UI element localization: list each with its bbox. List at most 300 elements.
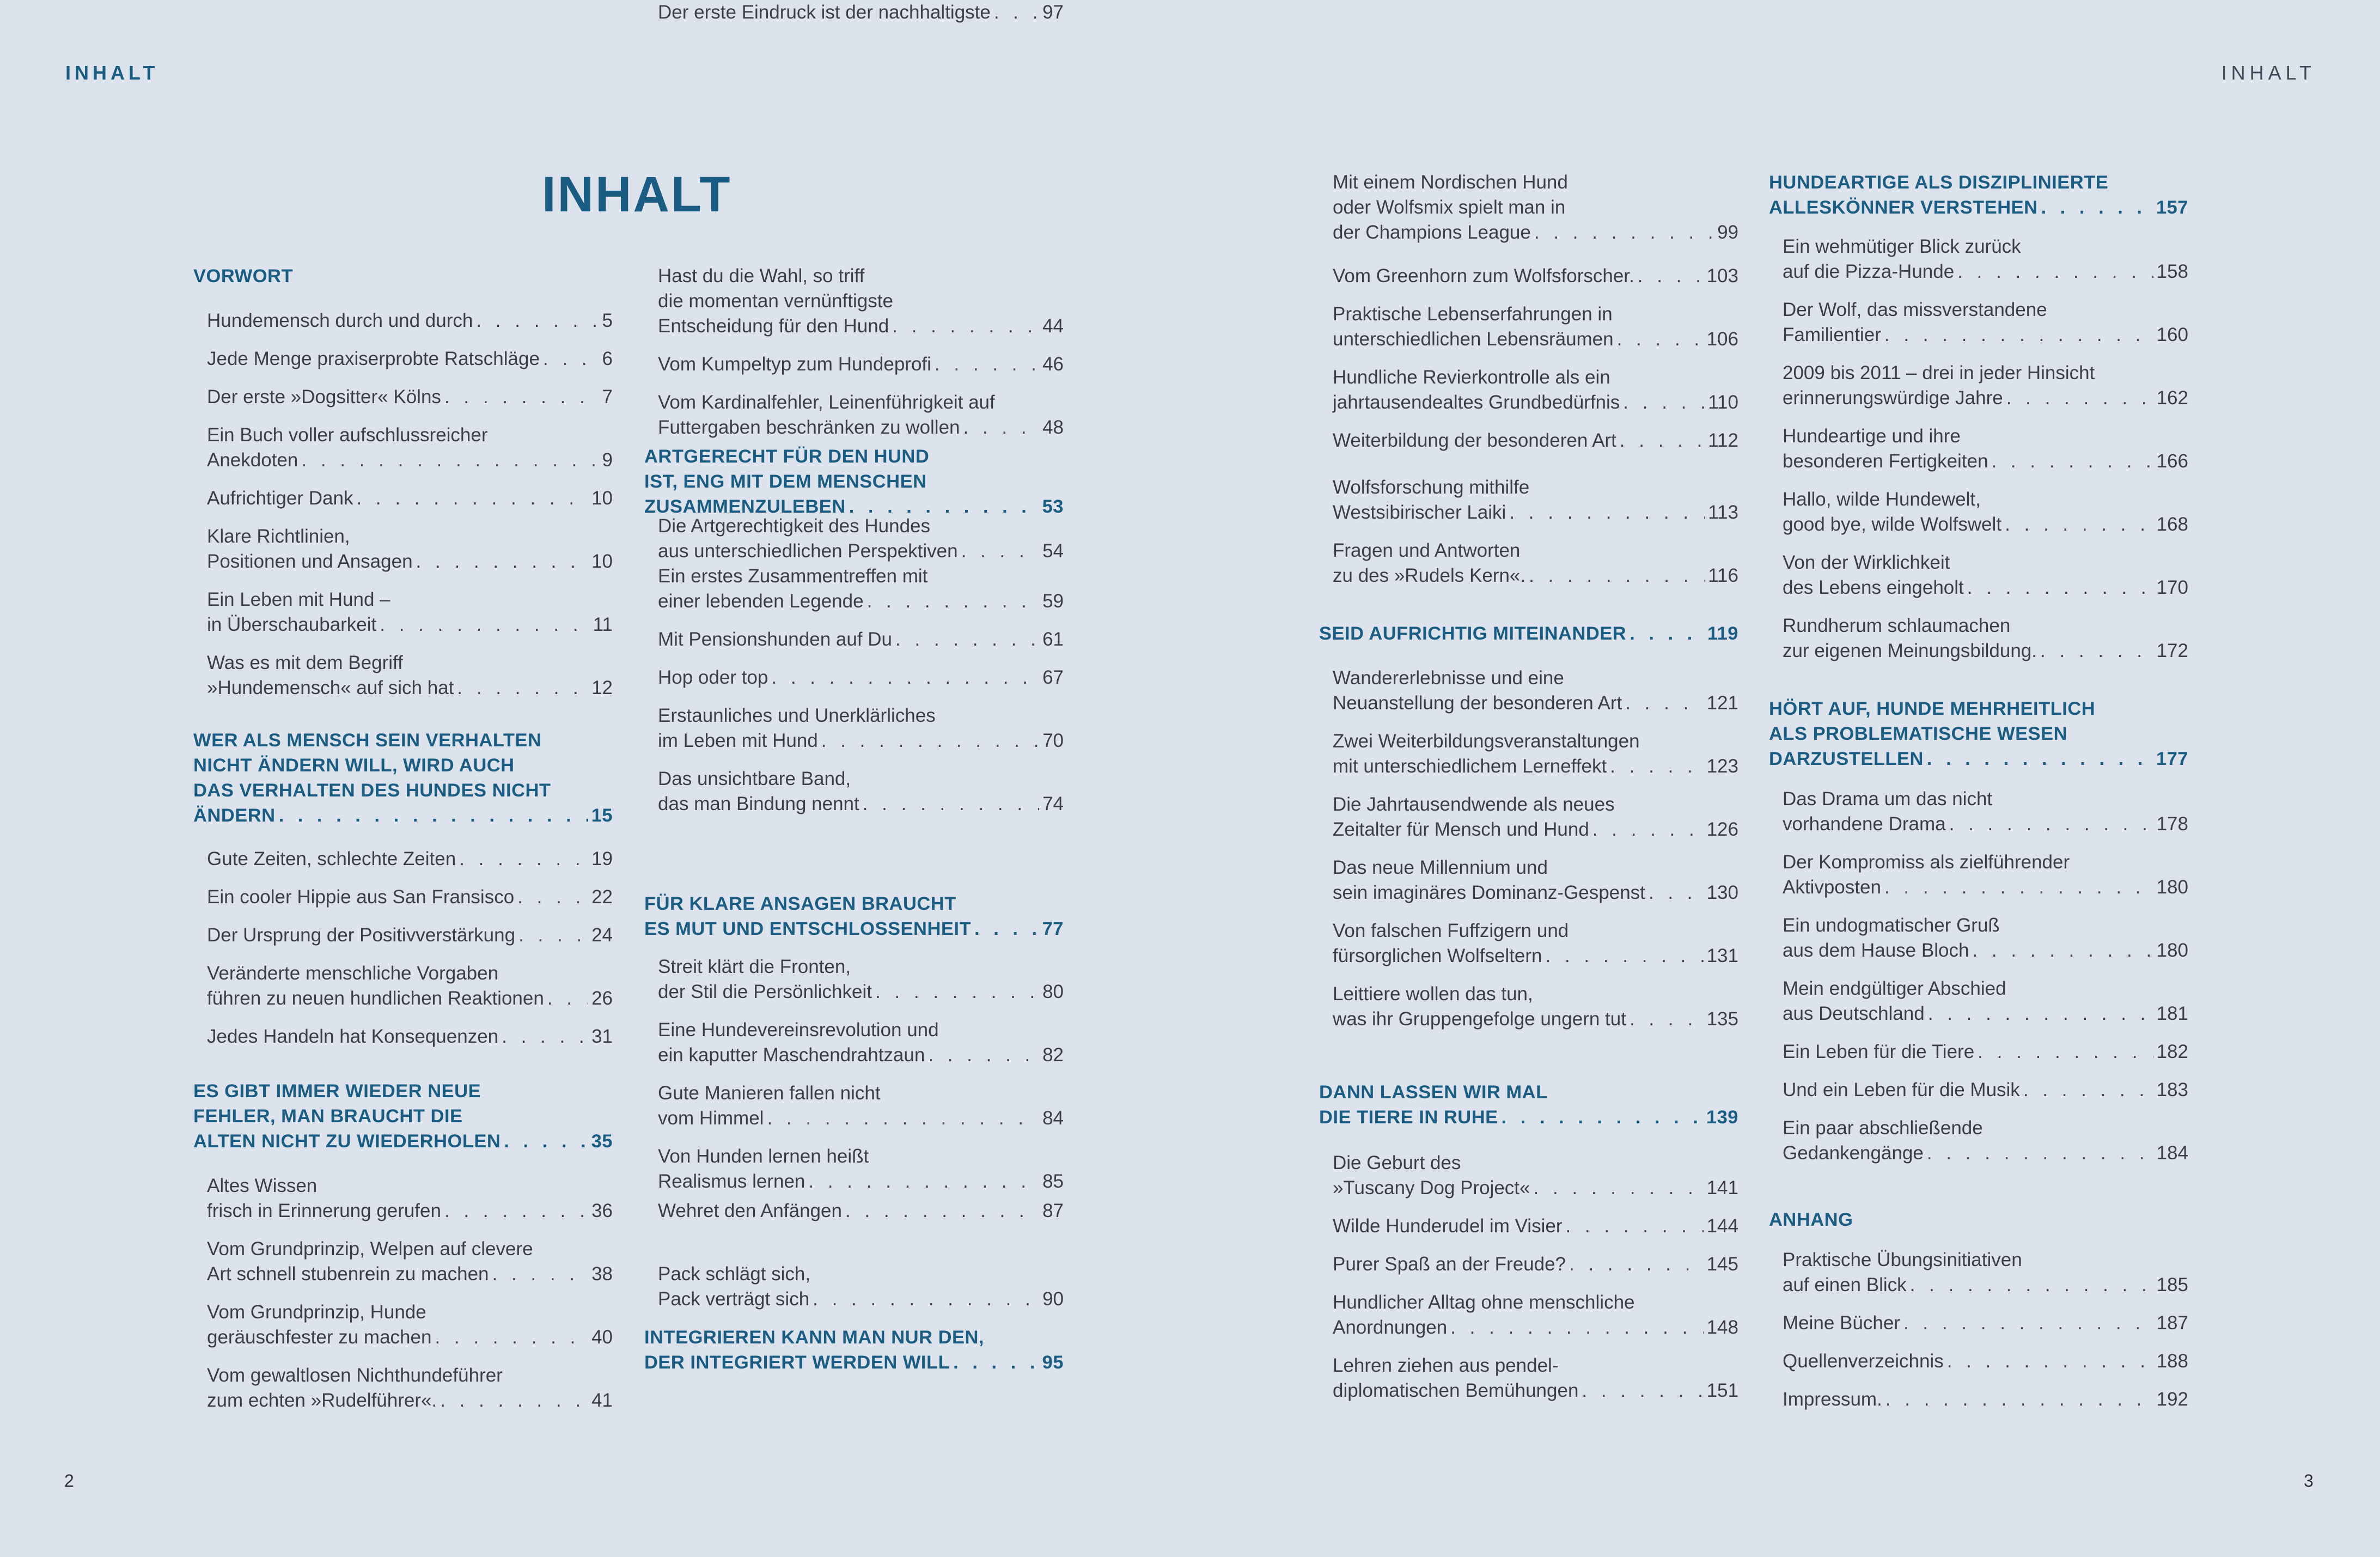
toc-entry bbox=[1333, 428, 1738, 453]
toc-entry-text: good bye, wilde Wolfswelt bbox=[1783, 514, 2002, 535]
toc-entry bbox=[1783, 1078, 2188, 1103]
dot-leader bbox=[994, 0, 1039, 25]
toc-entry-text: Familientier bbox=[1783, 324, 1881, 345]
dot-leader bbox=[845, 1199, 1039, 1224]
page-title: INHALT bbox=[542, 167, 732, 222]
toc-page-number: 12 bbox=[591, 677, 613, 698]
toc-page-number: 15 bbox=[591, 805, 613, 826]
toc-chapter bbox=[1319, 621, 1738, 646]
toc-entry bbox=[207, 1237, 613, 1287]
dot-leader bbox=[1972, 938, 2153, 963]
dot-leader bbox=[935, 352, 1039, 377]
toc-page-number: 26 bbox=[591, 988, 613, 1009]
toc-page-number: 103 bbox=[1706, 265, 1738, 287]
toc-chapter-text: IST, ENG MIT DEM MENSCHEN bbox=[644, 471, 927, 492]
toc-page-number: 46 bbox=[1042, 354, 1064, 375]
toc-entry-text: Die Artgerechtigkeit des Hundes bbox=[658, 515, 930, 537]
toc-page-number: 180 bbox=[2156, 877, 2188, 898]
toc-entry bbox=[207, 346, 613, 372]
toc-entry bbox=[658, 1144, 1064, 1194]
dot-leader bbox=[1502, 1105, 1703, 1130]
toc-entry-text: 2009 bis 2011 – drei in jeder Hinsicht bbox=[1783, 362, 2095, 384]
toc-chapter-text: ES GIBT IMMER WIEDER NEUE bbox=[193, 1081, 481, 1102]
toc-page-number: 110 bbox=[1708, 392, 1738, 413]
toc-page-number: 185 bbox=[2156, 1274, 2188, 1296]
toc-page-number: 70 bbox=[1042, 730, 1064, 751]
toc-entry-text: Rundherum schlaumachen bbox=[1783, 615, 2011, 636]
toc-page-number: 41 bbox=[591, 1390, 613, 1411]
toc-entry-text: Meine Bücher bbox=[1783, 1312, 1900, 1334]
toc-page-number: 188 bbox=[2156, 1351, 2188, 1372]
dot-leader bbox=[1947, 1349, 2153, 1374]
toc-entry bbox=[207, 1173, 613, 1224]
toc-chapter bbox=[193, 728, 613, 828]
toc-entry-text: Wolfsforschung mithilfe bbox=[1333, 477, 1530, 498]
toc-entry-text: Der Kompromiss als zielführender bbox=[1783, 852, 2070, 873]
dot-leader bbox=[867, 589, 1039, 614]
dot-leader bbox=[963, 415, 1040, 440]
toc-entry-text: Lehren ziehen aus pendel- bbox=[1333, 1355, 1559, 1376]
toc-chapter-text: HÖRT AUF, HUNDE MEHRHEITLICH bbox=[1769, 698, 2096, 719]
toc-entry-text: Zeitalter für Mensch und Hund bbox=[1333, 819, 1589, 840]
dot-leader bbox=[2005, 512, 2153, 537]
toc-entry-text: auf einen Blick bbox=[1783, 1274, 1907, 1296]
toc-entry-text: jahrtausendealtes Grundbedürfnis bbox=[1333, 392, 1620, 413]
toc-entry-text: Anordnungen bbox=[1333, 1317, 1448, 1338]
toc-entry-text: Von falschen Fuffzigern und bbox=[1333, 920, 1569, 941]
toc-page-number: 141 bbox=[1706, 1177, 1738, 1199]
toc-entry-text: Der erste Eindruck ist der nachhaltigste bbox=[658, 2, 991, 23]
toc-entry bbox=[658, 1262, 1064, 1312]
toc-page-number: 184 bbox=[2156, 1142, 2188, 1164]
toc-entry bbox=[207, 847, 613, 872]
toc-entry-text: Ein cooler Hippie aus San Fransisco bbox=[207, 886, 515, 908]
dot-leader bbox=[2040, 638, 2153, 664]
toc-entry bbox=[658, 1018, 1064, 1068]
toc-chapter-text: ÄNDERN bbox=[193, 805, 276, 826]
toc-entry bbox=[1333, 1290, 1738, 1340]
toc-entry bbox=[658, 767, 1064, 817]
toc-entry bbox=[1783, 361, 2188, 411]
toc-page-number: 119 bbox=[1707, 623, 1738, 644]
toc-entry-text: »Tuscany Dog Project« bbox=[1333, 1177, 1530, 1199]
toc-page-number: 61 bbox=[1042, 629, 1064, 650]
toc-entry-text: Realismus lernen bbox=[658, 1171, 805, 1192]
toc-entry bbox=[1333, 264, 1738, 289]
toc-page-number: 22 bbox=[591, 886, 613, 908]
toc-entry-text: Weiterbildung der besonderen Art bbox=[1333, 430, 1616, 451]
toc-entry-text: Vom gewaltlosen Nichthundeführer bbox=[207, 1365, 503, 1386]
toc-entry-text: Das Drama um das nicht bbox=[1783, 788, 1993, 810]
toc-entry-text: aus dem Hause Bloch bbox=[1783, 940, 1969, 961]
dot-leader bbox=[953, 1350, 1039, 1375]
dot-leader bbox=[1928, 1001, 2153, 1026]
toc-entry-text: frisch in Erinnerung gerufen bbox=[207, 1200, 441, 1221]
toc-entry-text: Die Geburt des bbox=[1333, 1152, 1461, 1173]
toc-entry bbox=[207, 923, 613, 948]
toc-entry-text: Pack verträgt sich bbox=[658, 1288, 810, 1310]
toc-entry-text: diplomatischen Bemühungen bbox=[1333, 1380, 1579, 1401]
toc-entry-text: geräuschfester zu machen bbox=[207, 1327, 432, 1348]
toc-page-number: 162 bbox=[2156, 387, 2188, 409]
dot-leader bbox=[1949, 812, 2153, 837]
toc-entry bbox=[1783, 1039, 2188, 1065]
toc-page-number: 177 bbox=[2156, 749, 2188, 769]
toc-entry bbox=[1783, 787, 2188, 837]
toc-chapter bbox=[1769, 696, 2188, 771]
toc-entry bbox=[1333, 919, 1738, 969]
toc-page-number: 182 bbox=[2156, 1041, 2188, 1062]
toc-entry-text: sein imaginäres Dominanz-Gespenst bbox=[1333, 882, 1645, 903]
toc-chapter-text: FÜR KLARE ANSAGEN BRAUCHT bbox=[644, 893, 956, 914]
toc-page-number: 99 bbox=[1717, 222, 1738, 243]
toc-entry-text: vom Himmel bbox=[658, 1108, 764, 1129]
dot-leader bbox=[1903, 1311, 2153, 1336]
toc-entry bbox=[207, 961, 613, 1011]
toc-entry bbox=[1333, 365, 1738, 415]
toc-page-number: 10 bbox=[591, 551, 613, 572]
dot-leader bbox=[543, 346, 599, 372]
toc-entry-text: Praktische Lebenserfahrungen in bbox=[1333, 303, 1613, 325]
toc-entry-text: Futtergaben beschränken zu wollen bbox=[658, 417, 960, 438]
toc-entry-text: Streit klärt die Fronten, bbox=[658, 956, 851, 977]
toc-entry-text: Vom Grundprinzip, Hunde bbox=[207, 1301, 426, 1323]
dot-leader bbox=[875, 980, 1039, 1005]
dot-leader bbox=[808, 1169, 1039, 1194]
toc-page-number: 112 bbox=[1708, 430, 1738, 451]
toc-entry-text: Leittiere wollen das tun, bbox=[1333, 983, 1533, 1005]
toc-entry bbox=[207, 650, 613, 701]
toc-entry-text: Der Wolf, das missverstandene bbox=[1783, 299, 2047, 320]
toc-entry-text: Anekdoten bbox=[207, 449, 298, 471]
dot-leader bbox=[1630, 1007, 1704, 1032]
toc-entry-text: Jedes Handeln hat Konsequenzen bbox=[207, 1026, 499, 1047]
toc-chapter-text: ANHANG bbox=[1769, 1209, 1853, 1230]
dot-leader bbox=[1884, 323, 2153, 348]
toc-entry bbox=[207, 1024, 613, 1049]
toc-entry-text: Die Jahrtausendwende als neues bbox=[1333, 794, 1615, 815]
toc-entry-text: Mit einem Nordischen Hund bbox=[1333, 172, 1568, 193]
toc-entry bbox=[207, 308, 613, 333]
toc-page-number: 31 bbox=[591, 1026, 613, 1047]
toc-page-number: 7 bbox=[602, 386, 613, 408]
dot-leader bbox=[1509, 500, 1705, 525]
toc-entry-text: Hast du die Wahl, so triff bbox=[658, 265, 865, 287]
toc-entry-text: auf die Pizza-Hunde bbox=[1783, 261, 1955, 282]
toc-chapter-text: NICHT ÄNDERN WILL, WIRD AUCH bbox=[193, 755, 515, 776]
toc-entry-text: Erstaunliches und Unerklärliches bbox=[658, 705, 936, 726]
dot-leader bbox=[1967, 575, 2153, 600]
dot-leader bbox=[1529, 563, 1705, 588]
toc-chapter-text: SEID AUFRICHTIG MITEINANDER bbox=[1319, 623, 1627, 644]
dot-leader bbox=[2006, 386, 2153, 411]
toc-entry bbox=[207, 885, 613, 910]
toc-page-number: 84 bbox=[1042, 1108, 1064, 1129]
dot-leader bbox=[1884, 875, 2153, 900]
dot-leader bbox=[504, 1129, 588, 1154]
toc-chapter-text: VORWORT bbox=[193, 266, 294, 287]
toc-page-number: 87 bbox=[1042, 1200, 1064, 1221]
toc-entry-text: Das neue Millennium und bbox=[1333, 857, 1548, 878]
toc-page-number: 74 bbox=[1042, 793, 1064, 814]
toc-chapter-text: DAS VERHALTEN DES HUNDES NICHT bbox=[193, 780, 551, 801]
dot-leader bbox=[1638, 264, 1704, 289]
toc-entry bbox=[1333, 475, 1738, 525]
toc-page-number: 151 bbox=[1706, 1380, 1738, 1401]
toc-entry bbox=[658, 564, 1064, 614]
dot-leader bbox=[457, 676, 588, 701]
dot-leader bbox=[416, 549, 589, 574]
dot-leader bbox=[1546, 944, 1704, 969]
toc-entry-text: Der Ursprung der Positivverstärkung bbox=[207, 925, 516, 946]
dot-leader bbox=[1620, 428, 1705, 453]
toc-page-number: 160 bbox=[2156, 324, 2188, 345]
toc-entry-text: im Leben mit Hund bbox=[658, 730, 818, 751]
toc-entry-text: Hop oder top bbox=[658, 667, 768, 688]
toc-entry-text: Gedankengänge bbox=[1783, 1142, 1924, 1164]
toc-entry-text: Jede Menge praxiserprobte Ratschläge bbox=[207, 348, 540, 369]
toc-entry-text: des Lebens eingeholt bbox=[1783, 577, 1964, 598]
toc-entry bbox=[1333, 982, 1738, 1032]
toc-entry-text: vorhandene Drama bbox=[1783, 813, 1946, 835]
toc-entry bbox=[1333, 1252, 1738, 1277]
toc-entry-text: besonderen Fertigkeiten bbox=[1783, 451, 1988, 472]
toc-entry bbox=[1333, 1214, 1738, 1239]
toc-entry bbox=[207, 423, 613, 473]
toc-entry-text: Hallo, wilde Hundewelt, bbox=[1783, 489, 1981, 510]
dot-leader bbox=[1625, 691, 1703, 716]
toc-entry-text: zu des »Rudels Kern«. bbox=[1333, 565, 1526, 586]
dot-leader bbox=[440, 1388, 588, 1413]
toc-entry-text: Zwei Weiterbildungsveranstaltungen bbox=[1333, 731, 1640, 752]
toc-page-number: 121 bbox=[1706, 692, 1738, 714]
dot-leader bbox=[279, 803, 588, 828]
toc-entry bbox=[1333, 302, 1738, 352]
toc-page-number: 24 bbox=[591, 925, 613, 946]
dot-leader bbox=[813, 1287, 1039, 1312]
toc-page-number: 6 bbox=[602, 348, 613, 369]
toc-page-number: 53 bbox=[1042, 496, 1064, 517]
toc-chapter-text: DER INTEGRIERT WERDEN WILL bbox=[644, 1352, 950, 1373]
toc-entry bbox=[207, 385, 613, 410]
toc-entry-text: Praktische Übungsinitiativen bbox=[1783, 1249, 2022, 1270]
toc-entry-text: Westsibirischer Laiki bbox=[1333, 502, 1506, 523]
toc-entry-text: Hundlicher Alltag ohne menschliche bbox=[1333, 1292, 1635, 1313]
dot-leader bbox=[767, 1106, 1039, 1131]
toc-entry bbox=[658, 264, 1064, 339]
dot-leader bbox=[356, 486, 588, 511]
toc-entry bbox=[1333, 855, 1738, 905]
toc-entry bbox=[658, 390, 1064, 440]
dot-leader bbox=[1610, 754, 1703, 779]
dot-leader bbox=[895, 627, 1039, 652]
toc-entry bbox=[658, 703, 1064, 753]
toc-page-number: 95 bbox=[1042, 1352, 1064, 1373]
dot-leader bbox=[459, 847, 588, 872]
toc-page-number: 145 bbox=[1706, 1254, 1738, 1275]
toc-page-number: 19 bbox=[591, 848, 613, 869]
toc-page-number: 135 bbox=[1706, 1008, 1738, 1030]
toc-entry-text: Gute Zeiten, schlechte Zeiten bbox=[207, 848, 456, 869]
dot-leader bbox=[821, 728, 1039, 753]
toc-page-number: 82 bbox=[1042, 1044, 1064, 1066]
toc-chapter bbox=[644, 891, 1064, 941]
toc-entry-text: Vom Kumpeltyp zum Hundeprofi bbox=[658, 354, 931, 375]
dot-leader bbox=[444, 1199, 588, 1224]
dot-leader bbox=[444, 385, 599, 410]
toc-page-number: 144 bbox=[1706, 1215, 1738, 1237]
toc-entry-text: Hundemensch durch und durch bbox=[207, 310, 473, 331]
toc-chapter-text: ARTGERECHT FÜR DEN HUND bbox=[644, 446, 930, 467]
toc-entry bbox=[658, 514, 1064, 564]
toc-page-number: 192 bbox=[2156, 1389, 2188, 1410]
toc-entry bbox=[1783, 1349, 2188, 1374]
toc-page-number: 40 bbox=[591, 1327, 613, 1348]
toc-page-number: 48 bbox=[1042, 417, 1064, 438]
toc-entry-text: Vom Kardinalfehler, Leinenführigkeit auf bbox=[658, 392, 995, 413]
toc-entry-text: Wandererlebnisse und eine bbox=[1333, 667, 1564, 689]
toc-entry-text: Wilde Hunderudel im Visier bbox=[1333, 1215, 1563, 1237]
dot-leader bbox=[1565, 1214, 1703, 1239]
toc-entry bbox=[1783, 550, 2188, 600]
toc-entry-text: ein kaputter Maschendrahtzaun bbox=[658, 1044, 925, 1066]
toc-entry-text: Altes Wissen bbox=[207, 1175, 318, 1196]
dot-leader bbox=[771, 665, 1039, 690]
toc-entry-text: Ein wehmütiger Blick zurück bbox=[1783, 236, 2021, 257]
toc-entry-text: fürsorglichen Wolfseltern bbox=[1333, 945, 1542, 966]
toc-entry bbox=[1783, 1311, 2188, 1336]
toc-entry-text: Gute Manieren fallen nicht bbox=[658, 1082, 881, 1104]
toc-entry-text: Klare Richtlinien, bbox=[207, 526, 350, 547]
toc-entry-text: führen zu neuen hundlichen Reaktionen bbox=[207, 988, 544, 1009]
toc-entry-text: Vom Greenhorn zum Wolfsforscher. bbox=[1333, 265, 1634, 287]
toc-entry bbox=[658, 954, 1064, 1005]
toc-entry-text: Wehret den Anfängen bbox=[658, 1200, 842, 1221]
toc-entry-text: was ihr Gruppengefolge ungern tut bbox=[1333, 1008, 1626, 1030]
toc-page-number: 36 bbox=[591, 1200, 613, 1221]
toc-entry-text: unterschiedlichen Lebensräumen bbox=[1333, 329, 1614, 350]
page-number-left: 2 bbox=[64, 1471, 74, 1491]
toc-page-number: 116 bbox=[1708, 565, 1738, 586]
toc-page-number: 38 bbox=[591, 1263, 613, 1285]
toc-entry-text: »Hundemensch« auf sich hat bbox=[207, 677, 454, 698]
toc-entry-text: Und ein Leben für die Musik bbox=[1783, 1079, 2020, 1100]
toc-entry bbox=[1783, 424, 2188, 474]
toc-entry-text: Entscheidung für den Hund bbox=[658, 315, 889, 337]
dot-leader bbox=[380, 612, 589, 637]
toc-entry-text: die momentan vernünftigste bbox=[658, 290, 893, 312]
dot-leader bbox=[1885, 1387, 2153, 1412]
toc-page-number: 178 bbox=[2156, 813, 2188, 835]
toc-chapter bbox=[193, 264, 613, 289]
toc-entry-text: Von Hunden lernen heißt bbox=[658, 1146, 869, 1167]
toc-entry bbox=[1783, 1116, 2188, 1166]
dot-leader bbox=[1569, 1252, 1704, 1277]
dot-leader bbox=[1927, 746, 2153, 771]
toc-page-number: 54 bbox=[1042, 540, 1064, 562]
dot-leader bbox=[1592, 817, 1704, 842]
toc-chapter-text: DIE TIERE IN RUHE bbox=[1319, 1107, 1498, 1128]
dot-leader bbox=[1534, 1176, 1704, 1201]
toc-entry bbox=[207, 1300, 613, 1350]
toc-entry-text: Purer Spaß an der Freude? bbox=[1333, 1254, 1566, 1275]
toc-page-number: 90 bbox=[1042, 1288, 1064, 1310]
toc-page-number: 170 bbox=[2156, 577, 2188, 598]
toc-chapter-text: INTEGRIEREN KANN MAN NUR DEN, bbox=[644, 1327, 985, 1348]
toc-entry-text: Neuanstellung der besonderen Art bbox=[1333, 692, 1622, 714]
toc-page-number: 181 bbox=[2156, 1003, 2188, 1024]
toc-page-number: 157 bbox=[2156, 197, 2188, 218]
toc-entry-text: Positionen und Ansagen bbox=[207, 551, 413, 572]
toc-entry-text: Ein undogmatischer Gruß bbox=[1783, 915, 2000, 936]
toc-entry bbox=[658, 1199, 1064, 1224]
dot-leader bbox=[435, 1325, 588, 1350]
dot-leader bbox=[1927, 1141, 2153, 1166]
toc-page-number: 113 bbox=[1708, 502, 1738, 523]
toc-page-number: 180 bbox=[2156, 940, 2188, 961]
toc-entry-text: Aufrichtiger Dank bbox=[207, 488, 353, 509]
toc-page-number: 97 bbox=[1042, 2, 1064, 23]
toc-entry-text: der Stil die Persönlichkeit bbox=[658, 981, 872, 1002]
dot-leader bbox=[1957, 259, 2153, 284]
dot-leader bbox=[517, 885, 588, 910]
dot-leader bbox=[547, 986, 588, 1011]
toc-entry bbox=[207, 524, 613, 574]
toc-entry bbox=[1783, 487, 2188, 537]
toc-entry bbox=[1333, 1151, 1738, 1201]
toc-page-number: 85 bbox=[1042, 1171, 1064, 1192]
toc-entry bbox=[1783, 1248, 2188, 1298]
toc-entry-text: zum echten »Rudelführer«. bbox=[207, 1390, 437, 1411]
running-header-right: INHALT bbox=[2221, 62, 2316, 84]
toc-entry-text: der Champions League bbox=[1333, 222, 1531, 243]
toc-entry-text: Aktivposten bbox=[1783, 877, 1881, 898]
toc-chapter-text: DARZUSTELLEN bbox=[1769, 749, 1924, 769]
toc-page-number: 77 bbox=[1042, 919, 1064, 939]
toc-entry-text: aus Deutschland bbox=[1783, 1003, 1925, 1024]
toc-entry-text: Pack schlägt sich, bbox=[658, 1263, 811, 1285]
dot-leader bbox=[1534, 220, 1714, 245]
toc-entry-text: Was es mit dem Begriff bbox=[207, 652, 403, 673]
toc-page-number: 11 bbox=[593, 614, 613, 635]
toc-page-number: 130 bbox=[1706, 882, 1738, 903]
toc-chapter-text: HUNDEARTIGE ALS DISZIPLINIERTE bbox=[1769, 172, 2109, 193]
dot-leader bbox=[1582, 1378, 1703, 1403]
dot-leader bbox=[961, 539, 1039, 564]
toc-entry-text: zur eigenen Meinungsbildung. bbox=[1783, 640, 2037, 661]
toc-entry-text: Ein erstes Zusammentreffen mit bbox=[658, 565, 928, 587]
toc-entry-text: Ein Leben für die Tiere bbox=[1783, 1041, 1975, 1062]
toc-entry bbox=[658, 352, 1064, 377]
dot-leader bbox=[2041, 195, 2153, 220]
toc-chapter bbox=[1319, 1080, 1738, 1130]
toc-page-number: 35 bbox=[591, 1131, 613, 1152]
toc-entry-text: Ein Buch voller aufschlussreicher bbox=[207, 424, 488, 446]
toc-entry-text: Von der Wirklichkeit bbox=[1783, 552, 1950, 573]
toc-entry bbox=[207, 1363, 613, 1413]
toc-entry bbox=[207, 587, 613, 637]
toc-chapter bbox=[1769, 1207, 2188, 1232]
toc-page-number: 9 bbox=[602, 449, 613, 471]
toc-entry-text: Vom Grundprinzip, Welpen auf clevere bbox=[207, 1238, 533, 1260]
toc-entry-text: in Überschaubarkeit bbox=[207, 614, 377, 635]
toc-entry-text: Das unsichtbare Band, bbox=[658, 768, 851, 789]
toc-entry-text: Eine Hundevereinsrevolution und bbox=[658, 1019, 939, 1041]
toc-chapter bbox=[193, 1079, 613, 1154]
toc-entry bbox=[658, 0, 1064, 25]
toc-chapter bbox=[1769, 170, 2188, 220]
toc-entry-text: Hundliche Revierkontrolle als ein bbox=[1333, 367, 1610, 388]
